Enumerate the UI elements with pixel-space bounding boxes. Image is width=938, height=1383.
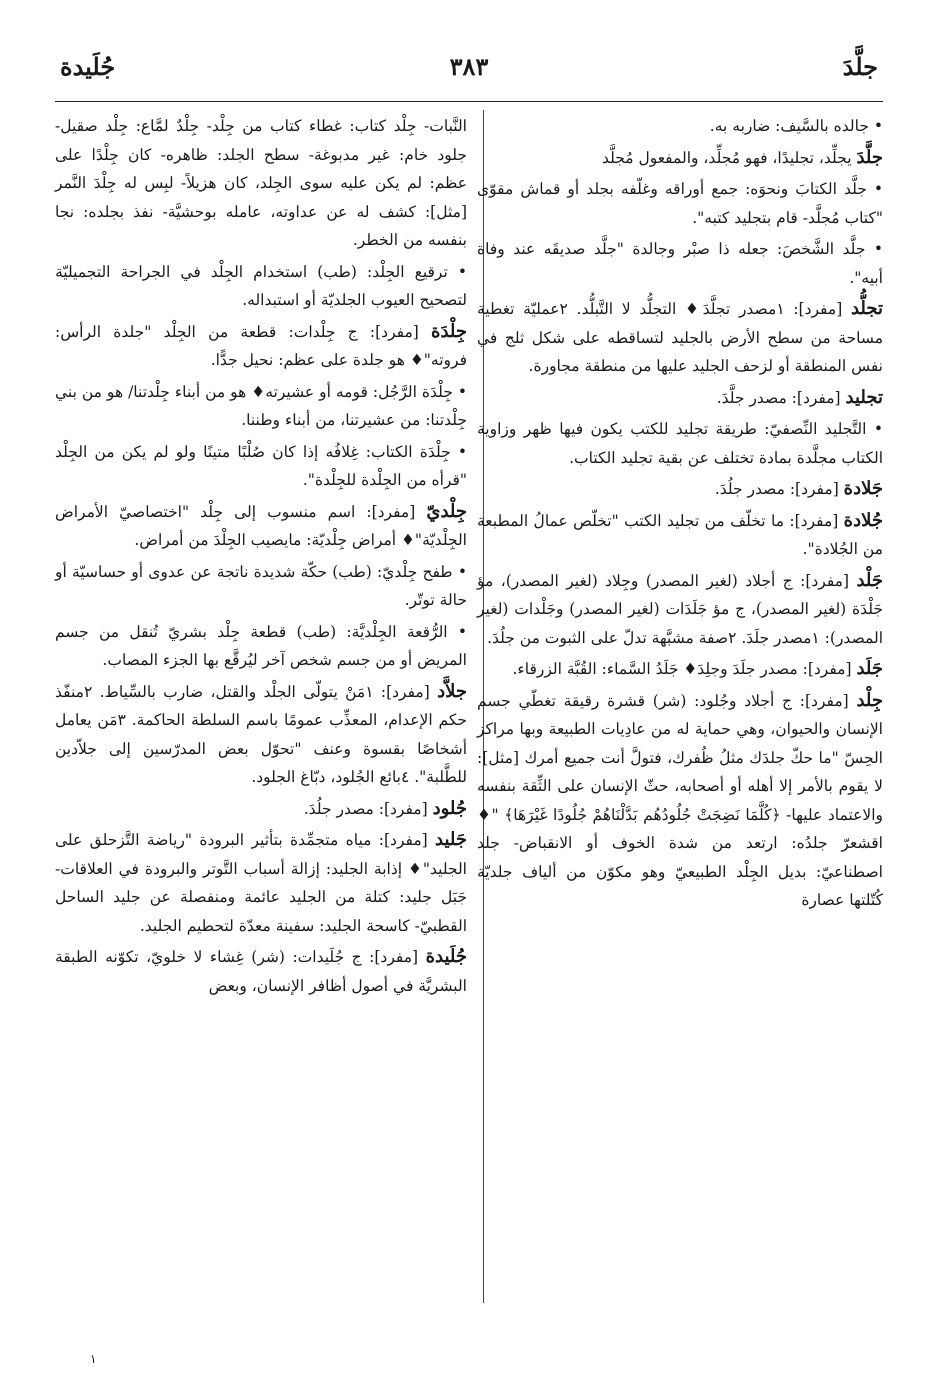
entry-text: [مفرد]: مصدر جلَدَ وجلِدَ♦ جَلَدُ السَّماء: القُبَّة الزرقاء. bbox=[512, 660, 857, 678]
dictionary-entry bbox=[55, 438, 467, 495]
dictionary-entry bbox=[55, 678, 467, 792]
entry-text: يجلِّد، تجليدًا، فهو مُجلِّد، والمفعول مُجلَّد bbox=[601, 148, 857, 167]
entry-text: [مفرد]: مصدر جلُدَ. bbox=[303, 799, 433, 818]
dictionary-entry bbox=[477, 144, 883, 173]
entry-headword: جِلْديّ bbox=[426, 500, 467, 522]
dictionary-entry bbox=[55, 618, 467, 675]
entry-headword: جَلَد bbox=[856, 658, 883, 679]
entry-text: • التَّجليد النِّصفيّ: طريقة تجليد للكتب يكون فيها ظهر وزاوية الكتاب مجلَّدة بمادة تختلف عن بقية تجليد الكتاب. bbox=[477, 420, 883, 467]
dictionary-entry bbox=[477, 112, 883, 141]
entry-text: [مفرد]: مصدر جلَّدَ. bbox=[716, 388, 846, 407]
entry-text: • جِلْدَة الكتاب: غِلافُه إذا كان صُلْبًا متينًا ولو لم يكن من الجِلْد "قرأه من الجِلْدة للجِلْدة". bbox=[55, 442, 467, 489]
entry-headword: جُلَيدة bbox=[425, 946, 467, 967]
entry-headword: جلَّدَ bbox=[856, 146, 883, 168]
entry-text: النَّبات- جِلْد كتاب: غطاء كتاب من جِلْد- جِلْدٌ لمَّاع: جِلْد صقيل- جلود خام: غير مدبوغة- سطح الجلد: ظاهره- كان جِلْدًا على عظم: لم يكن عليه سوى الجِلد، كان هزيلاً- لبِس له جِلْدَ النَّمر [مثل]: كشف له عن عداوته، عامله بوحشيَّة- نفذ بجلده: نجا بنفسه من الخطر. bbox=[55, 117, 467, 249]
dictionary-entry bbox=[477, 567, 883, 653]
dictionary-entry bbox=[55, 318, 467, 375]
entry-headword: جِلْد bbox=[856, 689, 883, 711]
entry-text: [مفرد]: مياه متجمِّدة بتأثير البرودة "رياضة التَّزحلق على الجليد"♦ إذابة الجليد: إزالة أسباب التَّوتر والبرودة في العلاقات- جَبَل جليد: كتلة من الجليد عائمة ومنفصلة عن جليد الساحل القطبيّ- كاسحة الجليد: سفينة معدّة لتحطيم الجليد. bbox=[55, 831, 467, 935]
page-number: ٣٨٣ bbox=[449, 52, 489, 81]
dictionary-entry bbox=[477, 235, 883, 292]
entry-headword: جَلادة bbox=[843, 478, 883, 499]
dictionary-entry bbox=[477, 415, 883, 472]
dictionary-entry bbox=[55, 795, 467, 824]
entry-text: [مفرد]: ١مَنْ يتولّى الجلْد والقتل، ضارب بالسِّياط. ٢منفّذ حكم الإعدام، المعذِّب عمومًا باسم السلطة الحاكمة. ٣مَن يعامل أشخاصًا بقسوة وعنف "تحوّل بعض المدرّسين إلى جلاّدين للطَّلبة". ٤بائع الجُلود، دبّاغ الجلود. bbox=[55, 682, 467, 786]
dictionary-entry bbox=[55, 558, 467, 615]
dictionary-entry bbox=[55, 258, 467, 315]
entry-text: • الرُّقعة الجِلْديَّة: (طب) قطعة جِلْد بشريّ تُنقل من جسم المريض أو من جسم شخص آخر ليُرقَّع بها الجزء المصاب. bbox=[55, 622, 467, 669]
dictionary-entry bbox=[55, 826, 467, 940]
entry-headword: جلاَّد bbox=[437, 680, 467, 702]
header-guide-word-right: جلَّدَ bbox=[842, 52, 878, 81]
entry-text: [مفرد]: ١مصدر تجلَّدَ♦ التجلُّد لا التَّبلُّد. ٢عمليّة تغطية مساحة من سطح الأرض بالجليد لتساقطه على شكل ثلج في نفس المنطقة أو لزحف الجليد عليها من منطقة مجاورة. bbox=[477, 300, 883, 375]
entry-headword: جَلْد bbox=[856, 569, 883, 591]
entry-text: [مفرد]: ما تخلّف من تجليد الكتب "تخلّص عمالُ المطبعة من الجُلادة". bbox=[477, 511, 883, 558]
entry-text: • جلَّد الكتابَ ونحوَه: جمع أوراقه وغلّفه بجلد أو قماش مقوّى "كتاب مُجلَّد- قام بتجليد كتبه". bbox=[477, 180, 883, 227]
dictionary-entry bbox=[55, 112, 467, 255]
entry-text: [مفرد]: ج جُلَيدات: (شر) غِشاء لا خلويّ، تكوّنه الطبقة البشريَّة في أصول أظافر الإنسان، وبعض bbox=[55, 948, 467, 995]
entry-headword: جِلْدَة bbox=[431, 320, 467, 342]
dictionary-entry bbox=[477, 175, 883, 232]
dictionary-entry bbox=[55, 943, 467, 1000]
dictionary-entry bbox=[477, 655, 883, 684]
entry-text: • جالده بالسَّيف: ضاربه به. bbox=[709, 117, 883, 135]
dictionary-entry bbox=[477, 687, 883, 915]
entry-text: [مفرد]: اسم منسوب إلى جِلْد "اختصاصيّ الأمراض الجِلْديّة"♦ أمراض جِلْديّة: مايصيب الجِلْدَ من أمراض. bbox=[55, 502, 467, 549]
header-guide-word-left: جُلَيدة bbox=[60, 52, 116, 81]
entry-headword: جَليد bbox=[435, 829, 467, 850]
entry-headword: تجلُّد bbox=[850, 298, 883, 319]
entry-text: • طفح جِلْديّ: (طب) حكّة شديدة ناتجة عن عدوى أو حساسيّة أو حالة توتّر. bbox=[55, 562, 467, 609]
entry-text: • ترقيع الجِلْد: (طب) استخدام الجِلْد في الجراحة التجميليّة لتصحيح العيوب الجلديّة أو استبداله. bbox=[55, 262, 467, 309]
dictionary-entry bbox=[477, 295, 883, 381]
footer-mark: ١ bbox=[90, 1352, 97, 1366]
right-column bbox=[477, 112, 883, 918]
entry-text: • جِلْدَة الرَّجُل: قومه أو عشيرته♦ هو من أبناء جِلْدتنا/ هو من بني جِلْدتنا: من عشيرتنا، من أبناء وطننا. bbox=[55, 382, 467, 429]
entry-text: [مفرد]: ج أجلاد وجُلود: (شر) قشرة رقيقة تغطّي جسم الإنسان والحيوان، وهي حماية له من عادِيات الطبيعة وبها مراكز الحِسّ "ما حكّ جلدَك مثلُ ظُفرك، فتولَّ أنت جميع أمرك [مثل]: لا يقوم بالأمر إلا أهله أو أصحابه، حثّ الإنسان على الثِّقة بنفسه والاعتماد عليها- ﴿كُلَّمَا نَضِجَتْ جُلُودُهُم بَدَّلْنَاهُمْ جُلُودًا غَيْرَهَا﴾ "♦ اقشعرّ جلدُه: ارتعد من شدة الخوف أو الانقباض- جلد اصطناعيّ: بديل الجِلْد الطبيعيّ وهو مكوّن من ألياف جلديّة كُتّلتها عصارة bbox=[477, 691, 883, 909]
page-header bbox=[60, 52, 878, 92]
entry-text: [مفرد]: ج أجلاد (لغير المصدر) وجِلاد (لغير المصدر)، مؤ جَلْدَة (لغير المصدر)، ج مؤ جَلَدَات (لغير المصدر) وجَلْدات (لغير المصدر): ١مصدر جلَدَ. ٢صفة مشبَّهة تدلّ على الثبوت من جلُدَ. bbox=[477, 571, 883, 647]
header-rule bbox=[55, 101, 883, 102]
entry-text: • جلَّد الشَّخصَ: جعله ذا صبْر وجالدة "جلَّد صديقَه عند وفاة أبيه". bbox=[477, 240, 883, 287]
entry-text: [مفرد]: ج جِلْدات: قطعة من الجِلْد "جلدة الرأس: فروته"♦ هو جلدة على عظم: نحيل جدًّا. bbox=[55, 322, 467, 369]
dictionary-entry bbox=[55, 498, 467, 555]
left-column bbox=[55, 112, 467, 1003]
dictionary-entry bbox=[477, 475, 883, 504]
entry-headword: جُلود bbox=[432, 797, 467, 819]
entry-headword: جُلادة bbox=[843, 509, 883, 531]
dictionary-entry bbox=[55, 378, 467, 435]
dictionary-entry bbox=[477, 507, 883, 564]
entry-headword: تجليد bbox=[845, 386, 883, 408]
dictionary-entry bbox=[477, 384, 883, 413]
entry-text: [مفرد]: مصدر جلُدَ. bbox=[714, 480, 844, 498]
